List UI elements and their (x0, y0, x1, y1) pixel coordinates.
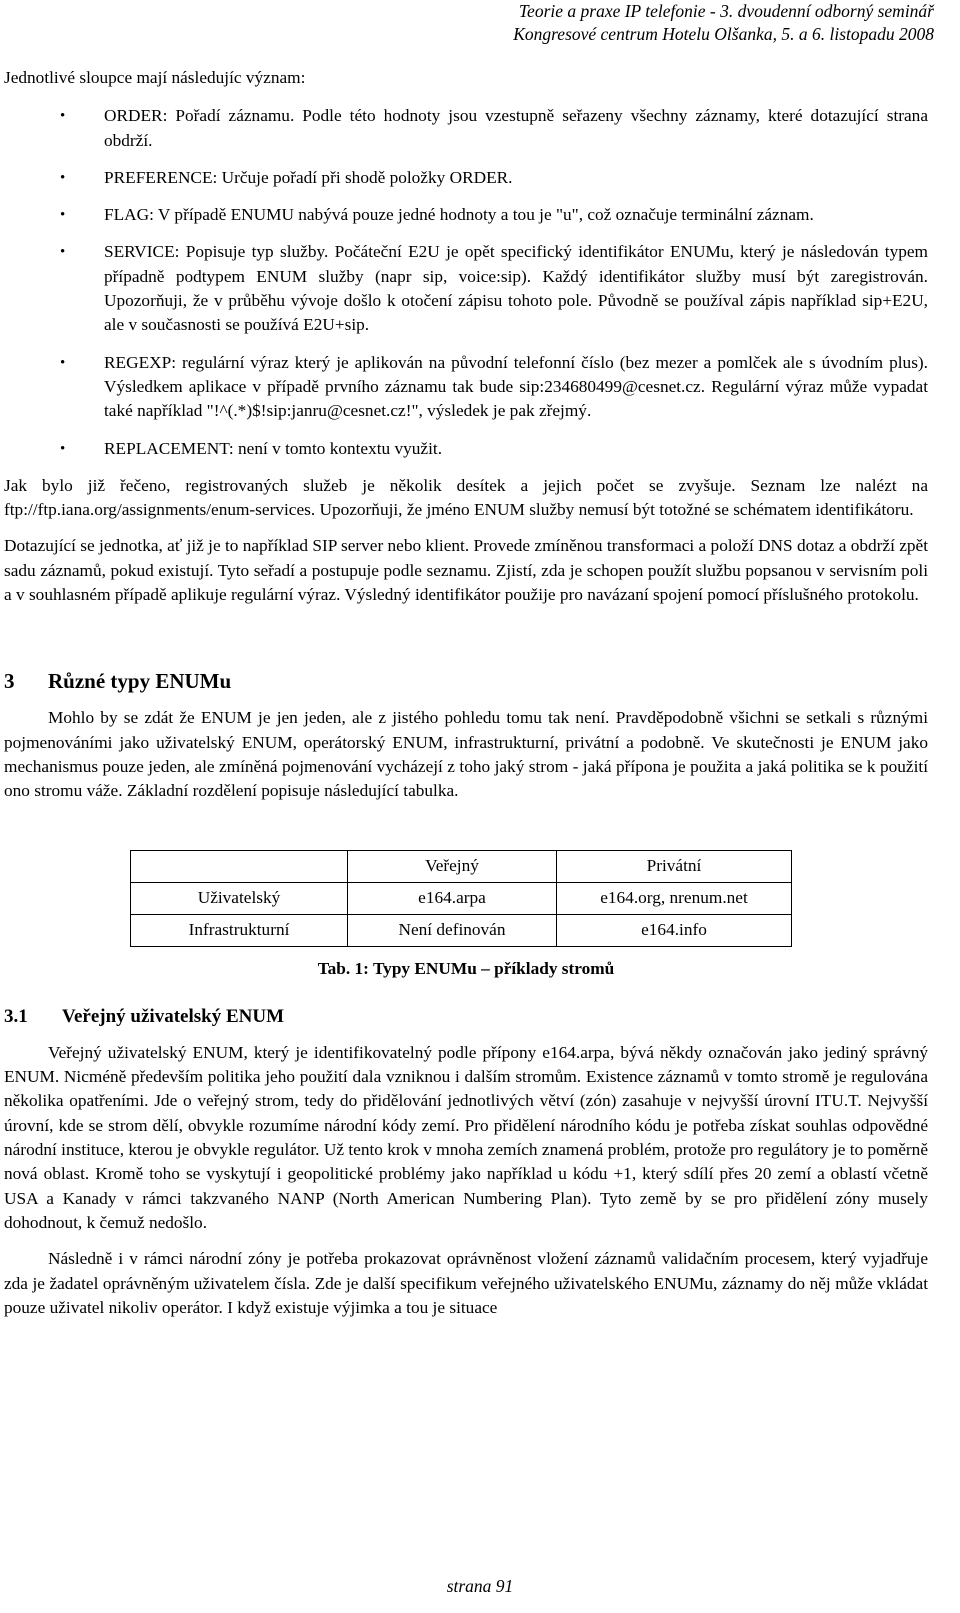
table-cell: Infrastrukturní (131, 914, 348, 946)
bullet-icon: • (60, 207, 66, 224)
table-cell: Veřejný (348, 850, 557, 882)
table-cell: e164.org, nrenum.net (557, 882, 792, 914)
list-item (4, 203, 928, 227)
paragraph-services: Jak bylo již řečeno, registrovaných služeb je několik desítek a jejich počet se zvyšuje. Seznam lze nalézt na ftp://ftp.iana.org/assignments/enum-services. Upozorňuji, že jméno ENUM služby nemusí být totožné se schématem identifikátoru. (4, 475, 928, 520)
list-item-text: REGEXP: regulární výraz který je aplikován na původní telefonní číslo (bez mezer a pomlček ale s úvodním plus). Výsledkem aplikace v případě prvního záznamu tak bude sip:234680499@cesnet.cz. Regulární výraz může vypadat také například "!^(.*)$!sip:janru@cesnet.cz!", výsledek je pak zřejmý. (104, 352, 928, 421)
table-cell: Privátní (557, 850, 792, 882)
list-item (4, 437, 928, 461)
list-item (4, 104, 928, 153)
header-line-1: Teorie a praxe IP telefonie - 3. dvoudenní odborný seminář (518, 1, 934, 21)
page-number: strana 91 (446, 1576, 514, 1596)
list-item (4, 240, 928, 337)
header-line-2: Kongresové centrum Hotelu Olšanka, 5. a 6. listopadu 2008 (513, 24, 934, 44)
table-caption: Tab. 1: Typy ENUMu – příklady stromů (317, 958, 615, 978)
list-item-text: ORDER: Pořadí záznamu. Podle této hodnoty jsou vzestupně seřazeny všechny záznamy, které dotazující strana obdrží. (104, 106, 928, 150)
list-item-text: SERVICE: Popisuje typ služby. Počáteční E2U je opět specifický identifikátor ENUMu, který je následován typem případně podtypem ENUM služby (napr sip, voice:sip). Každý identifikátor služby musí být zaregistrován. Upozorňuji, že v průběhu vývoje došlo k otočení zápisu tohoto pole. Původně se používal zápis například sip+E2U, ale v současnosti se používá E2U+sip. (104, 242, 928, 335)
list-item (4, 166, 928, 190)
page-header (513, 0, 934, 46)
page-content (4, 66, 928, 1320)
bullet-icon: • (60, 169, 66, 186)
bullet-icon: • (60, 354, 66, 371)
table-cell: e164.info (557, 914, 792, 946)
table-cell: Není definován (348, 914, 557, 946)
section-3-1-paragraph-2: Následně i v rámci národní zóny je potřeba prokazovat oprávněnost vložení záznamů validačním procesem, který vyjadřuje zda je žadatel oprávněným uživatelem čísla. Zde je další specifikum veřejného uživatelského ENUMu, záznamy do něj může vkládat pouze uživatel nikoliv operátor. I když existuje výjimka a tou je situace (4, 1249, 928, 1317)
list-item (4, 351, 928, 424)
column-meaning-list (4, 104, 928, 461)
table-cell (131, 850, 348, 882)
enum-types-table (130, 850, 792, 947)
section-3-paragraph: Mohlo by se zdát že ENUM je jen jeden, ale z jistého pohledu tomu tak není. Pravděpodobně všichni se setkali s různými pojmenováními jako uživatelský ENUM, operátorský ENUM, infrastrukturní, privátní a podobně. Ve skutečnosti je ENUM jako mechanismus pouze jeden, ale zmíněná pojmenování vycházejí z toho jaký strom - jaká přípona je použita a jaká politika se k použití ono stromu váže. Základní rozdělení popisuje následující tabulka. (4, 708, 928, 801)
table-row (131, 882, 792, 914)
list-item-text: FLAG: V případě ENUMU nabývá pouze jedné hodnoty a tou je "u", což označuje terminální záznam. (104, 205, 814, 225)
paragraph-query-process: Dotazující se jednotka, ať již je to například SIP server nebo klient. Provede zmíněnou transformaci a položí DNS dotaz a obdrží zpět sadu záznamů, pokud existují. Tyto seřadí a postupuje podle seznamu. Zjistí, zda je schopen použít službu popsanou v servisním poli a v souhlasném případě aplikuje regulární výraz. Výsledný identifikátor použije pro navázaní spojení pomocí příslušného protokolu. (4, 536, 928, 605)
table-row (131, 914, 792, 946)
section-number: 3 (4, 669, 15, 694)
table-cell: Uživatelský (131, 882, 348, 914)
section-3-1-paragraph-1: Veřejný uživatelský ENUM, který je identifikovatelný podle přípony e164.arpa, bývá někdy označován jako jediný správný ENUM. Nicméně především politika jeho použití dala vzniknou i dalším stromům. Existence záznamů v tomto stromě je regulována několika opatřeními. Jde o veřejný strom, tedy do přidělování jednotlivých větví (zón) zasahuje v nejvyšší úrovní ITU.T. Nejvyšší úrovní, kde se strom dělí, obvykle rozumíme národní kódy zemí. Pro přidělení národního kódu je potřeba získat souhlas odpovědné národní instituce, kterou je obvykle regulátor. Už tento krok v mnoha zemích znamená problém, protože pro regulátory je to poměrně nová oblast. Kromě toho se vyskytují i geopolitické problémy jako například u kódu +1, který sdílí přes 20 zemí a oblastí včetně USA a Kanady v rámci takzvaného NANP (North American Numbering Plan). Tyto země by se pro přidělení zóny musely dohodnout, k čemuž nedošlo. (4, 1042, 928, 1232)
bullet-icon: • (60, 244, 66, 261)
list-item-text: REPLACEMENT: není v tomto kontextu využit. (104, 438, 443, 458)
bullet-icon: • (60, 108, 66, 125)
section-3-heading (4, 668, 928, 694)
table-header-row (131, 850, 792, 882)
table-cell: e164.arpa (348, 882, 557, 914)
intro-text: Jednotlivé sloupce mají následujíc význam: (4, 68, 306, 87)
enum-types-table-wrap (130, 850, 928, 947)
list-item-text: PREFERENCE: Určuje pořadí při shodě položky ORDER. (104, 167, 513, 187)
section-title: Různé typy ENUMu (48, 669, 232, 694)
section-3-1-heading (4, 1005, 928, 1029)
section-number: 3.1 (4, 1005, 28, 1027)
bullet-icon: • (60, 440, 66, 457)
section-title: Veřejný uživatelský ENUM (62, 1005, 284, 1027)
